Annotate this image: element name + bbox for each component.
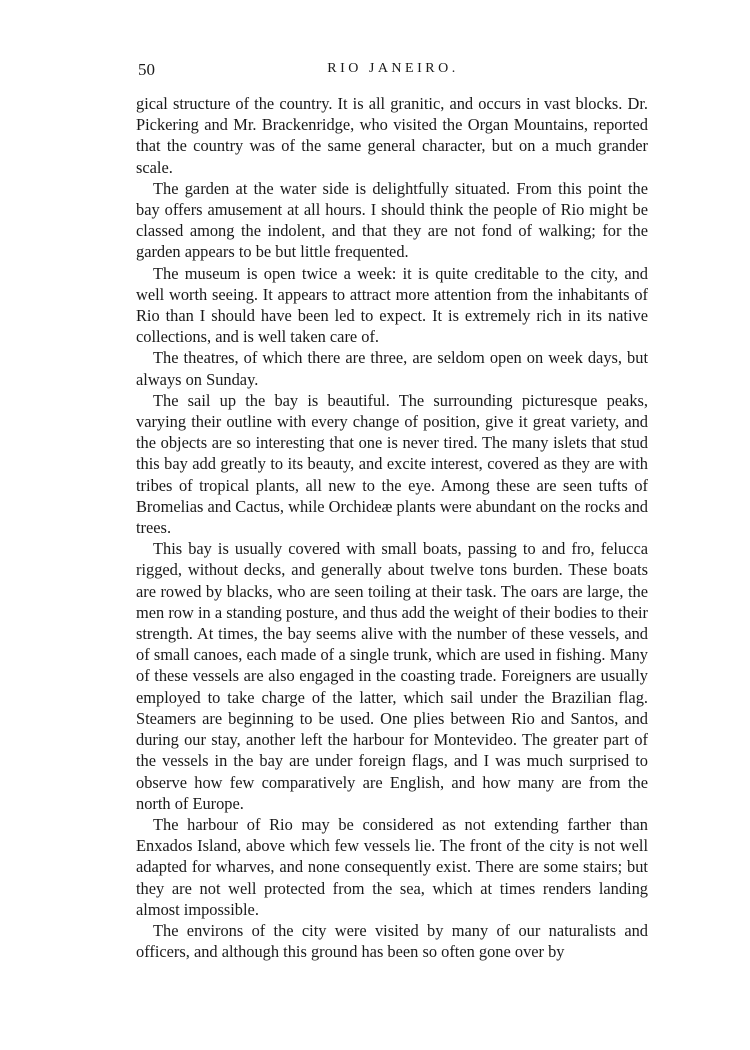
- paragraph-bay-sail: The sail up the bay is beautiful. The surrounding picturesque peaks, varying their outline with every change of position, give it great variety, and the objects are so interesting that one is never tired. The many islets that stud this bay add greatly to its beauty, and excite interest, covered as they are with tribes of tropical plants, all new to the eye. Among these are seen tufts of Bromelias and Cactus, while Orchideæ plants were abundant on the rocks and trees.: [136, 390, 648, 538]
- paragraph-garden: The garden at the water side is delightfully situated. From this point the bay offers amusement at all hours. I should think the people of Rio might be classed among the indolent, and that they are not fond of walking; for the garden appears to be but little frequented.: [136, 178, 648, 262]
- page-header: [138, 60, 648, 84]
- paragraph-environs: The environs of the city were visited by many of our naturalists and officers, and although this ground has been so often gone over by: [136, 920, 648, 962]
- paragraph-theatres: The theatres, of which there are three, are seldom open on week days, but always on Sunday.: [136, 348, 648, 389]
- body-text: [136, 93, 648, 962]
- paragraph-harbour: The harbour of Rio may be considered as not extending farther than Enxados Island, above which few vessels lie. The front of the city is not well adapted for wharves, and none consequently exist. There are some stairs; but they are not well protected from the sea, which at times renders landing almost impossible.: [136, 814, 648, 919]
- running-title: RIO JANEIRO.: [327, 61, 459, 76]
- page-number: 50: [138, 60, 155, 79]
- paragraph-boats: This bay is usually covered with small boats, passing to and fro, felucca rigged, without decks, and generally about twelve tons burden. These boats are rowed by blacks, who are seen toiling at their task. The oars are large, the men row in a standing posture, and thus add the weight of their bodies to their strength. At times, the bay seems alive with the number of these vessels, and of small canoes, each made of a single trunk, which are used in fishing. Many of these vessels are also engaged in the coasting trade. Foreigners are usually employed to take charge of the latter, which sail under the Brazilian flag. Steamers are beginning to be used. One plies between Rio and Santos, and during our stay, another left the harbour for Montevideo. The greater part of the vessels in the bay are under foreign flags, and I was much surprised to observe how few comparatively are English, and how many are from the north of Europe.: [136, 539, 648, 813]
- paragraph-museum: The museum is open twice a week: it is quite creditable to the city, and well worth seeing. It appears to attract more attention from the inhabitants of Rio than I should have been led to expect. It is extremely rich in its native collections, and is well taken care of.: [136, 263, 648, 347]
- paragraph-continued: gical structure of the country. It is all granitic, and occurs in vast blocks. Dr. Pickering and Mr. Brackenridge, who visited the Organ Mountains, reported that the country was of the same general character, but on a much grander scale.: [136, 94, 648, 177]
